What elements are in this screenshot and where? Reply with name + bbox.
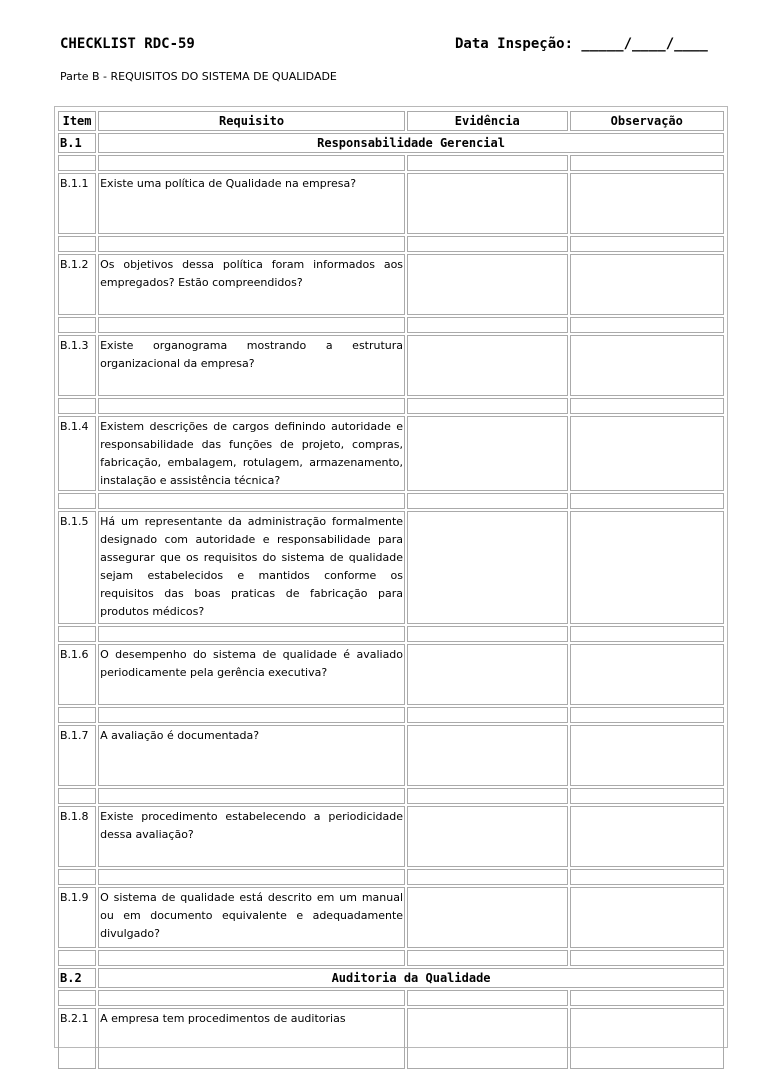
- spacer-cell: [570, 990, 724, 1006]
- part-description: - REQUISITOS DO SISTEMA DE QUALIDADE: [99, 70, 337, 83]
- part-subtitle: [60, 70, 337, 83]
- spacer-row: [58, 398, 724, 414]
- spacer-row: [58, 950, 724, 966]
- checklist-body: [58, 133, 724, 1069]
- spacer-cell: [58, 869, 96, 885]
- spacer-row: [58, 707, 724, 723]
- spacer-cell: [98, 493, 405, 509]
- spacer-cell: [58, 398, 96, 414]
- requirement-text: Há um representante da administração formalmente designado com autoridade e responsabilidade para assegurar que os requisitos do sistema de qualidade sejam estabelecidos e mantidos conforme os requisitos das boas praticas de fabricação para produtos médicos?: [98, 511, 405, 624]
- spacer-row: [58, 236, 724, 252]
- requirement-text: O desempenho do sistema de qualidade é avaliado periodicamente pela gerência executiva?: [98, 644, 405, 705]
- section-title: Responsabilidade Gerencial: [98, 133, 724, 153]
- spacer-row: [58, 155, 724, 171]
- spacer-cell: [58, 990, 96, 1006]
- requirement-text: Existem descrições de cargos definindo autoridade e responsabilidade das funções de projeto, compras, fabricação, embalagem, rotulagem, armazenamento, instalação e assistência técnica?: [98, 416, 405, 491]
- spacer-cell: [570, 950, 724, 966]
- checklist-table: [56, 109, 726, 1071]
- requirement-text: Existe organograma mostrando a estrutura organizacional da empresa?: [98, 335, 405, 396]
- spacer-cell: [58, 155, 96, 171]
- requirement-text: A avaliação é documentada?: [98, 725, 405, 786]
- spacer-cell: [98, 707, 405, 723]
- evidence-cell[interactable]: [407, 173, 567, 234]
- table-row: [58, 725, 724, 786]
- spacer-cell: [58, 317, 96, 333]
- item-id: B.1.1: [58, 173, 96, 234]
- item-id: B.1.6: [58, 644, 96, 705]
- table-row: [58, 1008, 724, 1069]
- observation-cell[interactable]: [570, 887, 724, 948]
- document-title: CHECKLIST RDC-59: [60, 36, 195, 52]
- observation-cell[interactable]: [570, 173, 724, 234]
- requirement-text: Existe uma política de Qualidade na empresa?: [98, 173, 405, 234]
- spacer-cell: [570, 493, 724, 509]
- section-row: [58, 133, 724, 153]
- observation-cell[interactable]: [570, 1008, 724, 1069]
- spacer-cell: [58, 707, 96, 723]
- evidence-cell[interactable]: [407, 725, 567, 786]
- spacer-cell: [407, 707, 567, 723]
- spacer-cell: [570, 155, 724, 171]
- col-header-observacao: Observação: [570, 111, 724, 131]
- evidence-cell[interactable]: [407, 511, 567, 624]
- section-row: [58, 968, 724, 988]
- spacer-row: [58, 788, 724, 804]
- spacer-cell: [570, 398, 724, 414]
- spacer-cell: [98, 398, 405, 414]
- evidence-cell[interactable]: [407, 887, 567, 948]
- spacer-cell: [407, 990, 567, 1006]
- spacer-cell: [98, 236, 405, 252]
- item-id: B.1.5: [58, 511, 96, 624]
- spacer-row: [58, 990, 724, 1006]
- section-id: B.1: [58, 133, 96, 153]
- spacer-cell: [407, 236, 567, 252]
- observation-cell[interactable]: [570, 416, 724, 491]
- observation-cell[interactable]: [570, 511, 724, 624]
- spacer-cell: [98, 950, 405, 966]
- table-row: [58, 254, 724, 315]
- spacer-cell: [58, 950, 96, 966]
- section-title: Auditoria da Qualidade: [98, 968, 724, 988]
- requirement-text: Os objetivos dessa política foram informados aos empregados? Estão compreendidos?: [98, 254, 405, 315]
- col-header-item: Item: [58, 111, 96, 131]
- section-id: B.2: [58, 968, 96, 988]
- table-row: [58, 511, 724, 624]
- table-row: [58, 416, 724, 491]
- header-row: [58, 111, 724, 131]
- observation-cell[interactable]: [570, 254, 724, 315]
- table-row: [58, 644, 724, 705]
- spacer-cell: [407, 317, 567, 333]
- part-label: Parte B: [60, 70, 100, 83]
- item-id: B.1.2: [58, 254, 96, 315]
- spacer-cell: [570, 707, 724, 723]
- item-id: B.1.4: [58, 416, 96, 491]
- spacer-cell: [570, 869, 724, 885]
- spacer-cell: [407, 869, 567, 885]
- item-id: B.1.8: [58, 806, 96, 867]
- evidence-cell[interactable]: [407, 254, 567, 315]
- spacer-cell: [98, 869, 405, 885]
- item-id: B.1.9: [58, 887, 96, 948]
- spacer-cell: [570, 317, 724, 333]
- table-row: [58, 806, 724, 867]
- spacer-cell: [407, 626, 567, 642]
- requirement-text: Existe procedimento estabelecendo a periodicidade dessa avaliação?: [98, 806, 405, 867]
- spacer-cell: [98, 155, 405, 171]
- item-id: B.2.1: [58, 1008, 96, 1069]
- item-id: B.1.7: [58, 725, 96, 786]
- spacer-cell: [58, 493, 96, 509]
- spacer-row: [58, 869, 724, 885]
- spacer-cell: [407, 493, 567, 509]
- col-header-requisito: Requisito: [98, 111, 405, 131]
- inspection-date-field: Data Inspeção: _____/____/____: [455, 36, 708, 52]
- evidence-cell[interactable]: [407, 806, 567, 867]
- observation-cell[interactable]: [570, 806, 724, 867]
- spacer-cell: [98, 317, 405, 333]
- observation-cell[interactable]: [570, 335, 724, 396]
- spacer-cell: [58, 236, 96, 252]
- spacer-cell: [58, 626, 96, 642]
- spacer-cell: [407, 155, 567, 171]
- spacer-row: [58, 493, 724, 509]
- requirement-text: O sistema de qualidade está descrito em um manual ou em documento equivalente e adequadamente divulgado?: [98, 887, 405, 948]
- requirement-text: A empresa tem procedimentos de auditorias: [98, 1008, 405, 1069]
- col-header-evidencia: Evidência: [407, 111, 567, 131]
- observation-cell[interactable]: [570, 644, 724, 705]
- spacer-cell: [407, 950, 567, 966]
- evidence-cell[interactable]: [407, 335, 567, 396]
- spacer-cell: [98, 788, 405, 804]
- table-row: [58, 887, 724, 948]
- spacer-cell: [98, 990, 405, 1006]
- evidence-cell[interactable]: [407, 1008, 567, 1069]
- evidence-cell[interactable]: [407, 644, 567, 705]
- spacer-cell: [98, 626, 405, 642]
- spacer-cell: [407, 398, 567, 414]
- table-row: [58, 335, 724, 396]
- spacer-row: [58, 317, 724, 333]
- spacer-cell: [570, 626, 724, 642]
- observation-cell[interactable]: [570, 725, 724, 786]
- spacer-cell: [407, 788, 567, 804]
- evidence-cell[interactable]: [407, 416, 567, 491]
- spacer-cell: [58, 788, 96, 804]
- spacer-row: [58, 626, 724, 642]
- spacer-cell: [570, 236, 724, 252]
- item-id: B.1.3: [58, 335, 96, 396]
- table-row: [58, 173, 724, 234]
- spacer-cell: [570, 788, 724, 804]
